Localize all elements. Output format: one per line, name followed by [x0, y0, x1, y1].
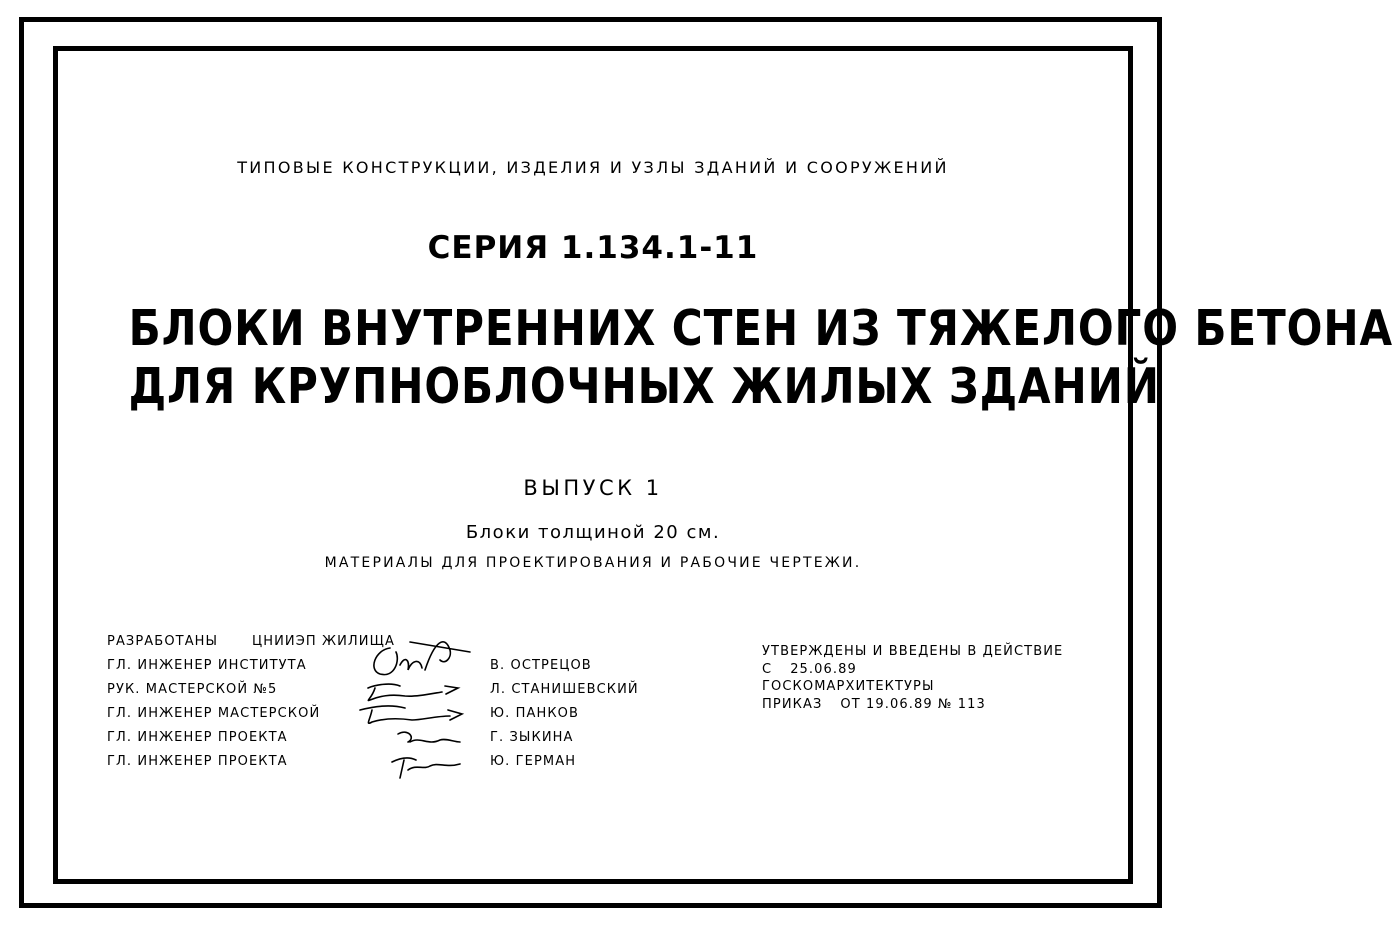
title-line-1: БЛОКИ ВНУТРЕННИХ СТЕН ИЗ ТЯЖЕЛОГО БЕТОНА [128, 300, 1393, 357]
date-prefix: С [762, 661, 773, 677]
signatory-role: ГЛ. ИНЖЕНЕР МАСТЕРСКОЙ [107, 706, 321, 721]
title-line-2: ДЛЯ КРУПНОБЛОЧНЫХ ЖИЛЫХ ЗДАНИЙ [128, 358, 1160, 415]
approval-date: 25.06.89 [790, 661, 857, 677]
document-title [128, 300, 1393, 416]
signatory-role: РУК. МАСТЕРСКОЙ №5 [107, 682, 278, 697]
approval-block [762, 644, 1063, 714]
order-label: ПРИКАЗ [762, 696, 823, 712]
developer-organization: ЦНИИЭП ЖИЛИЩА [252, 634, 395, 649]
signatory-name: В. ОСТРЕЦОВ [490, 658, 592, 673]
handwritten-signatures [350, 630, 480, 780]
signatory-name: Ю. ПАНКОВ [490, 706, 580, 721]
series-number: СЕРИЯ 1.134.1-11 [427, 230, 759, 266]
signatory-name: Ю. ГЕРМАН [490, 754, 577, 769]
materials-subtitle: МАТЕРИАЛЫ ДЛЯ ПРОЕКТИРОВАНИЯ И РАБОЧИЕ ЧЕРТЕЖИ. [324, 555, 862, 571]
signatory-name: Г. ЗЫКИНА [490, 730, 574, 745]
issue-label: ВЫПУСК 1 [523, 476, 663, 500]
block-thickness: Блоки толщиной 20 см. [465, 522, 721, 543]
signatory-role: ГЛ. ИНЖЕНЕР ИНСТИТУТА [107, 658, 307, 673]
signatory-name: Л. СТАНИШЕВСКИЙ [490, 682, 639, 697]
signatory-role: ГЛ. ИНЖЕНЕР ПРОЕКТА [107, 754, 288, 769]
approval-authority: ГОСКОМАРХИТЕКТУРЫ [762, 679, 935, 694]
series-header: ТИПОВЫЕ КОНСТРУКЦИИ, ИЗДЕЛИЯ И УЗЛЫ ЗДАНИЙ И СООРУЖЕНИЙ [237, 158, 949, 177]
order-details: ОТ 19.06.89 № 113 [840, 696, 986, 712]
signatory-role: ГЛ. ИНЖЕНЕР ПРОЕКТА [107, 730, 288, 745]
approval-order-row [762, 697, 1063, 715]
approval-date-row [762, 662, 1063, 680]
developed-label: РАЗРАБОТАНЫ [107, 634, 219, 649]
approval-line: УТВЕРЖДЕНЫ И ВВЕДЕНЫ В ДЕЙСТВИЕ [762, 644, 1064, 659]
